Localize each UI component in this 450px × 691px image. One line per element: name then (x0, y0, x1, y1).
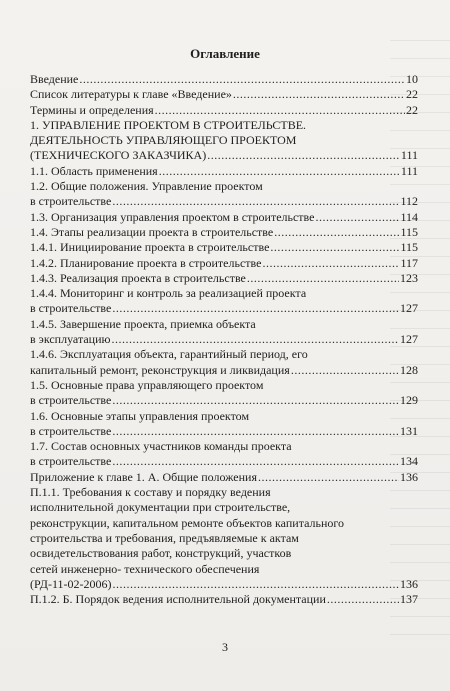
toc-entry (30, 286, 418, 317)
toc-entry-line: 1.4.4. Мониторинг и контроль за реализацией проекта (30, 286, 307, 301)
toc-page-number: 115 (400, 224, 418, 239)
dot-leader (113, 577, 400, 592)
toc-entry (30, 164, 418, 179)
toc-entry (30, 485, 418, 592)
toc-entry (30, 409, 418, 440)
toc-entry-line: 1.4.6. Эксплуатация объекта, гарантийный период, его (30, 347, 308, 362)
toc-entry-title: Термины и определения (30, 102, 154, 117)
toc-entry-line: 1.2. Общие положения. Управление проектом (30, 179, 263, 194)
toc-entry-line: сетей инженерно- технического обеспечения (30, 561, 260, 576)
toc-entry-title: 1.4.2. Планирование проекта в строительстве (30, 255, 262, 270)
toc-entry-line: исполнительной документации при строительстве, (30, 500, 291, 515)
toc-page-number: 136 (400, 469, 418, 484)
toc-entry (30, 225, 418, 240)
dot-leader (112, 301, 399, 316)
dot-leader (258, 470, 399, 485)
dot-leader (291, 363, 399, 378)
toc-entry-title: Введение (30, 72, 79, 86)
toc-entry-title: в строительстве (30, 301, 112, 316)
dot-leader (274, 225, 399, 240)
toc-entry (30, 103, 418, 118)
toc-page-number: 137 (400, 592, 418, 607)
toc-entry-title: 1.1. Область применения (30, 163, 158, 178)
toc-entry-title: 1.4.1. Инициирование проекта в строительстве (30, 240, 270, 255)
toc-entry-title: капитальный ремонт, реконструкция и ликвидация (30, 362, 290, 377)
toc-page-number: 127 (400, 332, 418, 347)
toc-entry-line: строительства и требования, предъявляемые к актам (30, 530, 299, 545)
dot-leader (327, 592, 399, 607)
toc-entry (30, 118, 418, 164)
dot-leader (79, 72, 405, 87)
toc-entry-title: в строительстве (30, 423, 112, 438)
dot-leader (262, 256, 399, 271)
toc-entry-line: 1.6. Основные этапы управления проектом (30, 408, 250, 423)
toc-page-number: 114 (400, 209, 418, 224)
toc-entry (30, 470, 418, 485)
table-of-contents (30, 72, 418, 607)
toc-page-number: 22 (406, 87, 418, 102)
toc-page-number: 22 (406, 102, 418, 117)
toc-entry-line: П.1.1. Требования к составу и порядку ведения (30, 485, 271, 500)
toc-entry-title: П.1.2. Б. Порядок ведения исполнительной документации (30, 592, 326, 607)
toc-entry-title: 1.4. Этапы реализации проекта в строительстве (30, 224, 274, 239)
toc-page-number: 129 (400, 393, 418, 408)
toc-entry (30, 592, 418, 607)
toc-entry-line: 1.5. Основные права управляющего проектом (30, 377, 264, 392)
dot-leader (315, 210, 399, 225)
toc-entry-line: освидетельствования работ, конструкций, участков (30, 546, 292, 561)
toc-entry (30, 87, 418, 102)
toc-entry-line: ДЕЯТЕЛЬНОСТЬ УПРАВЛЯЮЩЕГО ПРОЕКТОМ (30, 133, 297, 148)
toc-page-number: 115 (400, 240, 418, 255)
toc-page-number: 128 (400, 362, 418, 377)
toc-entry-title: Список литературы к главе «Введение» (30, 87, 232, 102)
toc-page-number: 136 (400, 576, 418, 591)
toc-entry-title: в строительстве (30, 393, 112, 408)
toc-entry (30, 439, 418, 470)
dot-leader (112, 393, 399, 408)
page-number: 3 (222, 640, 228, 654)
toc-entry (30, 317, 418, 348)
dot-leader (112, 194, 399, 209)
dot-leader (247, 271, 399, 286)
toc-page-number: 111 (400, 148, 418, 163)
toc-page-number: 10 (406, 72, 418, 86)
dot-leader (207, 148, 400, 163)
toc-heading: Оглавление (190, 46, 260, 61)
dot-leader (270, 240, 399, 255)
toc-entry-title: (РД-11-02-2006) (30, 576, 112, 591)
toc-entry (30, 347, 418, 378)
toc-entry-line: 1. УПРАВЛЕНИЕ ПРОЕКТОМ В СТРОИТЕЛЬСТВЕ. (30, 117, 307, 132)
toc-entry-line: 1.7. Состав основных участников команды проекта (30, 439, 292, 454)
dot-leader (233, 87, 405, 102)
toc-entry-title: (ТЕХНИЧЕСКОГО ЗАКАЗЧИКА) (30, 148, 207, 163)
toc-page-number: 117 (400, 255, 418, 270)
toc-entry (30, 72, 418, 87)
dot-leader (112, 454, 399, 469)
dot-leader (112, 424, 399, 439)
toc-entry (30, 256, 418, 271)
toc-entry (30, 271, 418, 286)
toc-page-number: 134 (400, 454, 418, 469)
toc-entry-title: 1.4.3. Реализация проекта в строительстве (30, 270, 246, 285)
toc-entry-title: в строительстве (30, 194, 112, 209)
toc-page-number: 112 (400, 194, 418, 209)
dot-leader (159, 164, 400, 179)
toc-entry (30, 210, 418, 225)
toc-entry (30, 378, 418, 409)
toc-entry-line: 1.4.5. Завершение проекта, приемка объекта (30, 316, 256, 331)
toc-entry-title: 1.3. Организация управления проектом в строительстве (30, 209, 315, 224)
toc-page-number: 123 (400, 270, 418, 285)
toc-page-number: 131 (400, 423, 418, 438)
dot-leader (155, 103, 405, 118)
toc-entry-title: в эксплуатацию (30, 332, 111, 347)
dot-leader (111, 332, 399, 347)
toc-entry (30, 240, 418, 255)
toc-entry-line: реконструкции, капитальном ремонте объектов капитального (30, 515, 345, 530)
toc-page-number: 127 (400, 301, 418, 316)
toc-entry-title: Приложение к главе 1. А. Общие положения (30, 469, 257, 484)
toc-entry (30, 179, 418, 210)
toc-page-number: 111 (400, 163, 418, 178)
toc-entry-title: в строительстве (30, 454, 112, 469)
